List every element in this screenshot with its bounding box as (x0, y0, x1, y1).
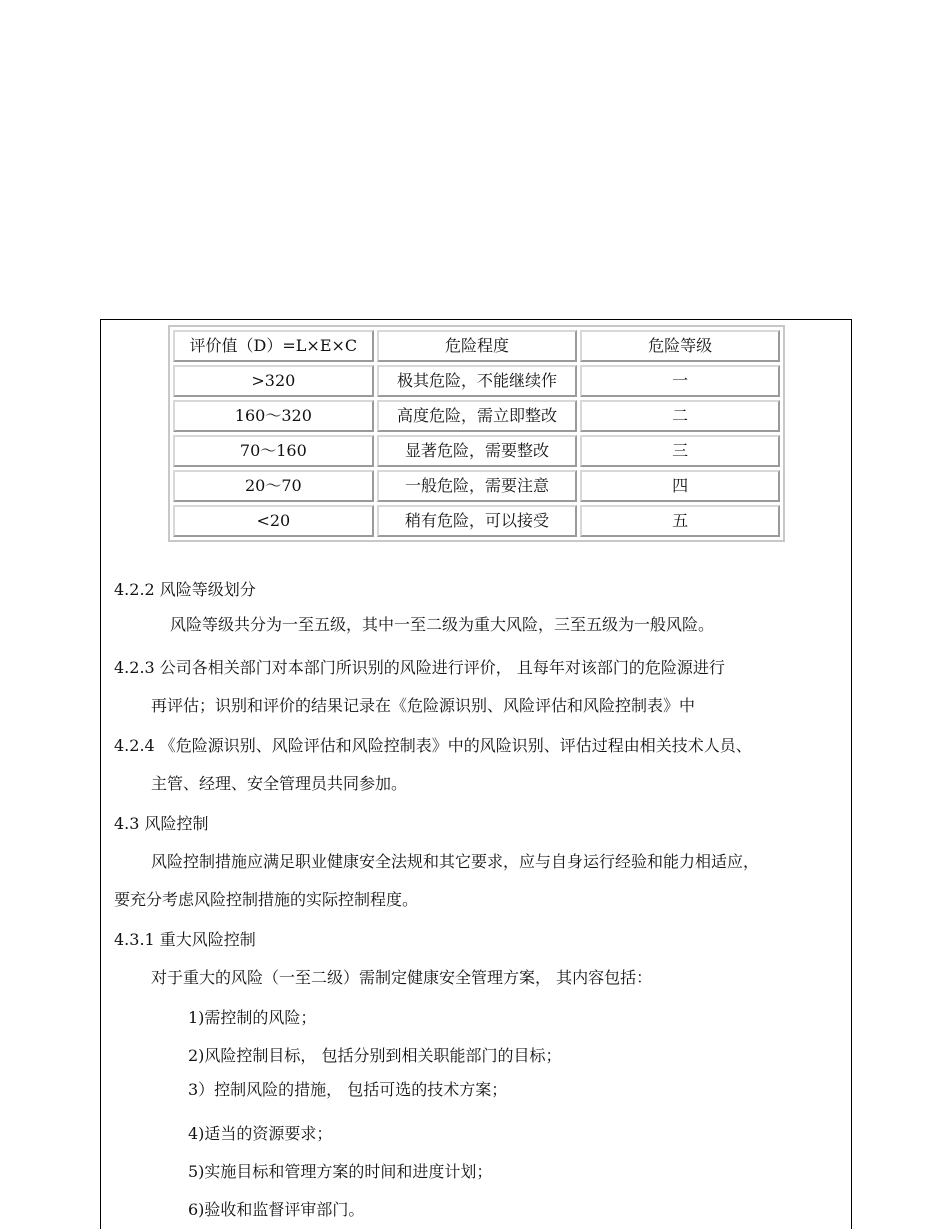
paragraph-4-3-line-1: 风险控制措施应满足职业健康安全法规和其它要求，应与自身运行经验和能力相适应， (151, 852, 760, 871)
cell-value: >320 (173, 365, 374, 397)
cell-value: 70～160 (173, 435, 374, 467)
paragraph-risk-level-division: 风险等级共分为一至五级，其中一至二级为重大风险，三至五级为一般风险。 (170, 615, 715, 634)
risk-level-table (168, 325, 785, 542)
section-heading-4-3: 4.3 风险控制 (114, 814, 209, 833)
list-item: 6)验收和监督评审部门。 (188, 1200, 365, 1219)
cell-degree: 一般危险，需要注意 (377, 470, 578, 502)
list-item: 1)需控制的风险； (188, 1008, 317, 1027)
paragraph-4-2-3-line-2: 再评估；识别和评价的结果记录在《危险源识别、风险评估和风险控制表》中 (151, 696, 696, 715)
paragraph-4-3-1-intro: 对于重大的风险（一至二级）需制定健康安全管理方案， 其内容包括： (151, 968, 653, 987)
cell-degree: 稍有危险，可以接受 (377, 505, 578, 537)
header-danger-degree: 危险程度 (377, 330, 578, 362)
cell-degree: 极其危险，不能继续作 (377, 365, 578, 397)
cell-level: 一 (580, 365, 780, 397)
list-item: 5)实施目标和管理方案的时间和进度计划； (188, 1162, 493, 1181)
section-heading-4-3-1: 4.3.1 重大风险控制 (114, 930, 256, 949)
table-row (173, 470, 780, 502)
cell-value: <20 (173, 505, 374, 537)
list-item: 3）控制风险的措施， 包括可选的技术方案； (188, 1080, 508, 1099)
paragraph-4-2-3-line-1: 4.2.3 公司各相关部门对本部门所识别的风险进行评价， 且每年对该部门的危险源进行 (114, 658, 725, 677)
cell-level: 三 (580, 435, 780, 467)
paragraph-4-3-line-2: 要充分考虑风险控制措施的实际控制程度。 (114, 890, 419, 909)
cell-value: 20～70 (173, 470, 374, 502)
paragraph-4-2-4-line-2: 主管、经理、安全管理员共同参加。 (151, 774, 408, 793)
header-danger-level: 危险等级 (580, 330, 780, 362)
section-heading-4-2-2: 4.2.2 风险等级划分 (114, 580, 256, 599)
table-header-row (173, 330, 780, 362)
paragraph-4-2-4-line-1: 4.2.4 《危险源识别、风险评估和风险控制表》中的风险识别、评估过程由相关技术人员、 (114, 736, 752, 755)
list-item: 2)风险控制目标， 包括分别到相关职能部门的目标； (188, 1046, 562, 1065)
cell-level: 四 (580, 470, 780, 502)
header-evaluation-value: 评价值（D）=L×E×C (173, 330, 374, 362)
cell-value: 160～320 (173, 400, 374, 432)
table-row (173, 400, 780, 432)
cell-degree: 高度危险，需立即整改 (377, 400, 578, 432)
cell-degree: 显著危险，需要整改 (377, 435, 578, 467)
cell-level: 五 (580, 505, 780, 537)
list-item: 4)适当的资源要求； (188, 1124, 333, 1143)
table-row (173, 435, 780, 467)
table-row (173, 505, 780, 537)
table-row (173, 365, 780, 397)
cell-level: 二 (580, 400, 780, 432)
